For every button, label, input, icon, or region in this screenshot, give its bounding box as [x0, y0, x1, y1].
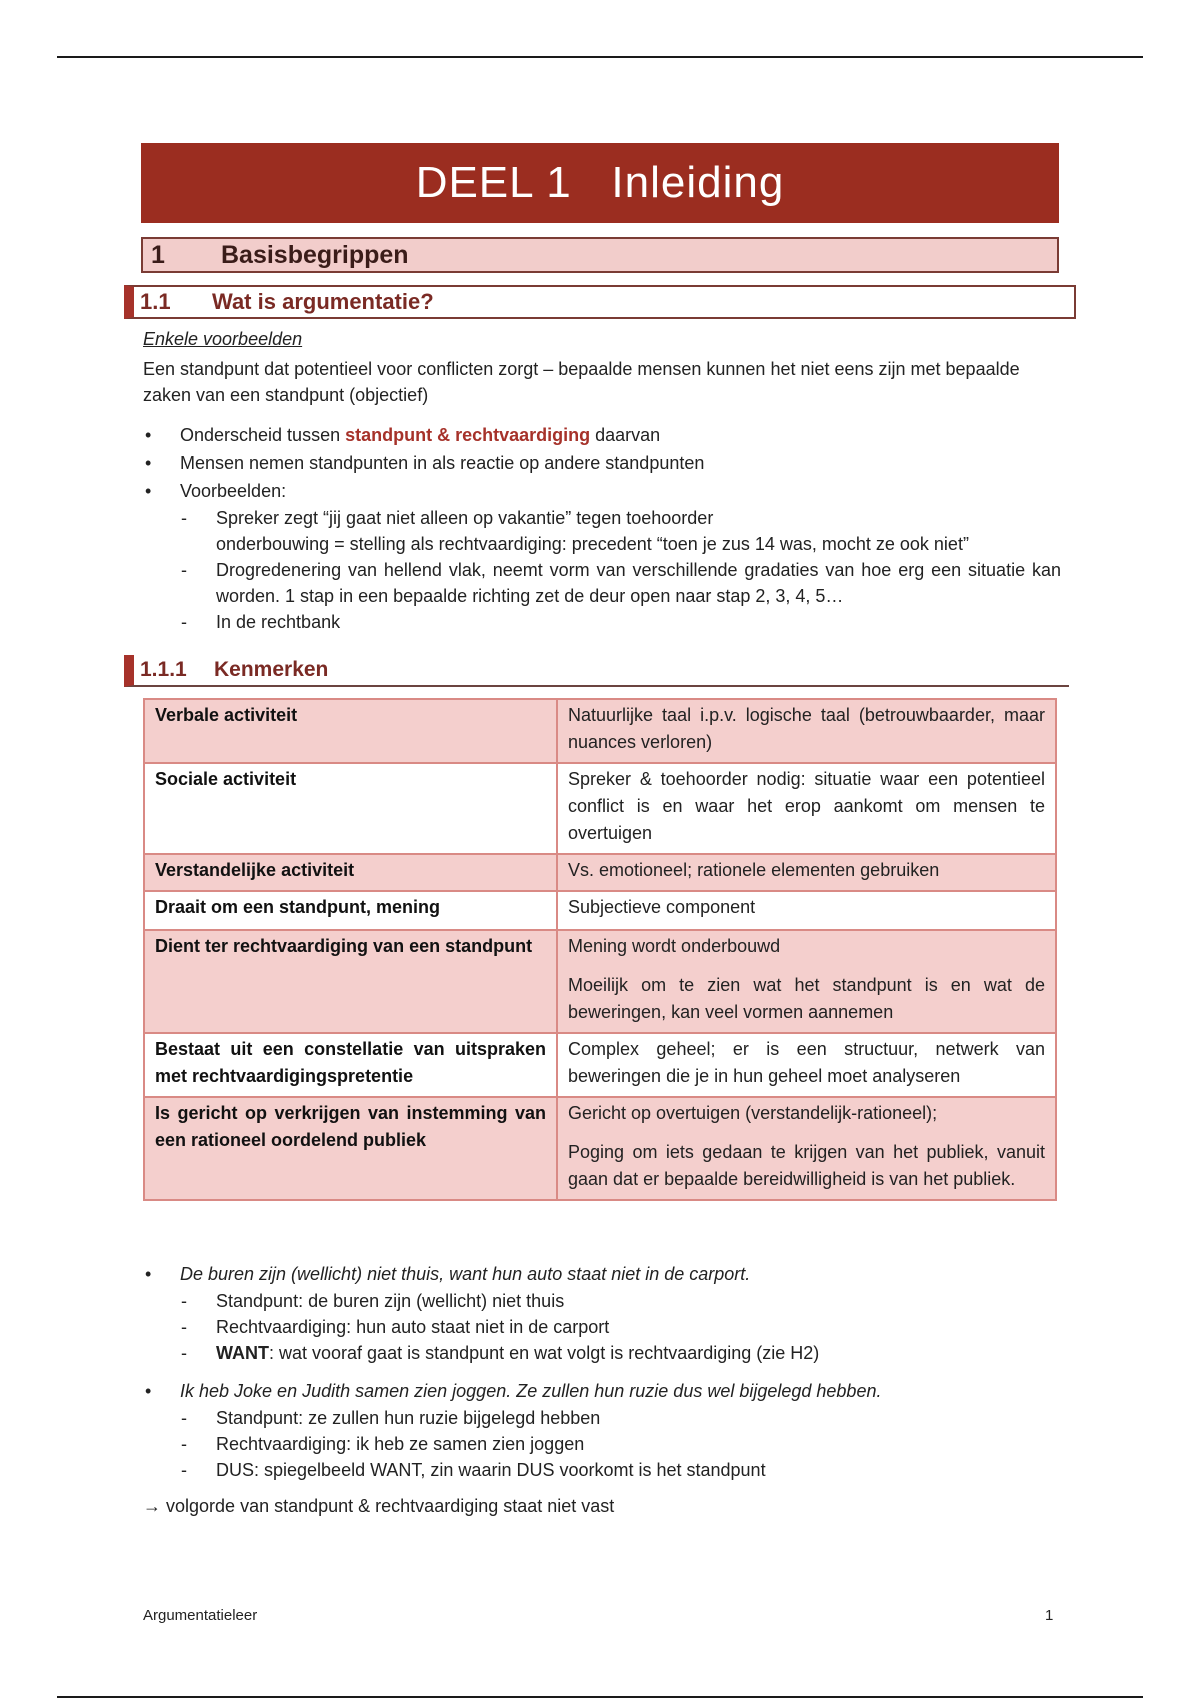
table-row: [144, 699, 1056, 763]
table-row: [144, 930, 1056, 1033]
table-key-cell: Dient ter rechtvaardiging van een standpunt: [144, 930, 557, 1033]
table-value-cell: [557, 1033, 1056, 1097]
table-value-cell: [557, 891, 1056, 930]
footer-page-number: 1: [1045, 1607, 1054, 1624]
conclusion-text: volgorde van standpunt & rechtvaardiging staat niet vast: [166, 1496, 615, 1516]
sub-item: - In de rechtbank: [143, 609, 1061, 635]
conclusion-line: [143, 1493, 1061, 1520]
table-key-cell: Is gericht op verkrijgen van instemming van een rationeel oordelend publiek: [144, 1097, 557, 1200]
table-value-cell: [557, 699, 1056, 763]
table-row: [144, 854, 1056, 891]
sub-item: - Rechtvaardiging: ik heb ze samen zien joggen: [143, 1431, 1061, 1457]
page-bottom-rule: [57, 1696, 1143, 1698]
part-label: DEEL 1: [415, 158, 572, 207]
table-row: [144, 763, 1056, 854]
bullet-text: daarvan: [590, 425, 661, 445]
cell-text: Vs. emotioneel; rationele elementen gebruiken: [568, 860, 940, 880]
example-sentence: [143, 1261, 1061, 1288]
sub-item: - Standpunt: ze zullen hun ruzie bijgelegd hebben: [143, 1405, 1061, 1431]
cell-text: Gericht op overtuigen (verstandelijk-rationeel);: [568, 1103, 938, 1123]
example-text: De buren zijn (wellicht) niet thuis, want hun auto staat niet in de carport.: [180, 1264, 751, 1284]
table-value-cell: [557, 1097, 1056, 1200]
cell-text: Subjectieve component: [568, 897, 756, 917]
page-top-rule: [57, 56, 1143, 58]
cell-text: Mening wordt onderbouwd: [568, 936, 781, 956]
example-text: Ik heb Joke en Judith samen zien joggen. Ze zullen hun ruzie dus wel bijgelegd hebben.: [180, 1381, 882, 1401]
kenmerken-table: [143, 698, 1057, 1201]
highlighted-term: standpunt & rechtvaardiging: [345, 425, 591, 445]
cell-text: Complex geheel; er is een structuur, netwerk van beweringen die je in hun geheel moet analyseren: [568, 1039, 1045, 1086]
table-key-cell: Sociale activiteit: [144, 763, 557, 854]
bullet-item: [143, 421, 1061, 449]
sub-item: [143, 1340, 1061, 1366]
sub-item: - Rechtvaardiging: hun auto staat niet in de carport: [143, 1314, 1061, 1340]
footer-course-name: Argumentatieleer: [143, 1607, 258, 1624]
table-row: [144, 1097, 1056, 1200]
cell-text: Moeilijk om te zien wat het standpunt is en wat de beweringen, kan veel vormen aannemen: [568, 975, 1045, 1022]
table-key-cell: Verbale activiteit: [144, 699, 557, 763]
heading-2-number: 1.1: [140, 289, 171, 314]
intro-paragraph: Een standpunt dat potentieel voor conflicten zorgt – bepaalde mensen kunnen het niet eens zijn met bepaalde zaken van een standpunt (objectief): [143, 359, 1020, 405]
cell-text: Natuurlijke taal i.p.v. logische taal (betrouwbaarder, maar nuances verloren): [568, 705, 1045, 752]
table-value-cell: [557, 854, 1056, 891]
heading-1: [141, 237, 1059, 273]
table-value-cell: [557, 930, 1056, 1033]
examples-subtitle: Enkele voorbeelden: [143, 329, 303, 349]
sub-item: - Drogredenering van hellend vlak, neemt vorm van verschillende gradaties van hoe erg een situatie kan worden. 1 stap in een bepaalde richting zet de deur open naar stap 2, 3, 4, 5…: [143, 557, 1061, 609]
heading-3-text: Kenmerken: [214, 658, 329, 681]
example-sentence: [143, 1378, 1061, 1405]
example-group: [143, 1378, 1061, 1483]
bullet-item: • Mensen nemen standpunten in als reactie op andere standpunten: [143, 449, 1061, 477]
arrow-icon: →: [143, 1496, 161, 1516]
bullet-list: [143, 421, 1061, 635]
table-row: [144, 1033, 1056, 1097]
table-key-cell: Bestaat uit een constellatie van uitspraken met rechtvaardigingspretentie: [144, 1033, 557, 1097]
cell-text: Poging om iets gedaan te krijgen van het publiek, vanuit gaan dat er bepaalde bereidwilligheid is van het publiek.: [568, 1142, 1045, 1189]
heading-3-number: 1.1.1: [140, 658, 187, 681]
part-name: Inleiding: [611, 158, 785, 207]
keyword: WANT: [216, 1343, 269, 1363]
sub-item: - Standpunt: de buren zijn (wellicht) niet thuis: [143, 1288, 1061, 1314]
examples-section: [143, 1261, 1061, 1520]
part-title-banner: [141, 143, 1059, 223]
bullet-text: Onderscheid tussen: [180, 425, 346, 445]
sub-item: - DUS: spiegelbeeld WANT, zin waarin DUS voorkomt is het standpunt: [143, 1457, 1061, 1483]
heading-1-number: 1: [151, 240, 165, 269]
table-key-cell: Verstandelijke activiteit: [144, 854, 557, 891]
cell-text: Spreker & toehoorder nodig: situatie waar een potentieel conflict is en waar het erop aankomt om mensen te overtuigen: [568, 769, 1045, 843]
bullet-item: • Voorbeelden:: [143, 477, 1061, 505]
table-key-cell: Draait om een standpunt, mening: [144, 891, 557, 930]
example-group: [143, 1261, 1061, 1366]
heading-3: [124, 655, 1069, 687]
heading-2-text: Wat is argumentatie?: [212, 289, 434, 314]
sub-item-text: : wat vooraf gaat is standpunt en wat volgt is rechtvaardiging (zie H2): [269, 1343, 820, 1363]
heading-2: [124, 285, 1076, 319]
heading-1-text: Basisbegrippen: [221, 240, 409, 269]
sub-item-continuation: onderbouwing = stelling als rechtvaardiging: precedent “toen je zus 14 was, mocht ze ook niet”: [216, 534, 969, 554]
title-gap: [572, 158, 612, 208]
table-value-cell: [557, 763, 1056, 854]
sub-item: - Spreker zegt “jij gaat niet alleen op vakantie” tegen toehoorder: [143, 505, 1061, 531]
table-row: [144, 891, 1056, 930]
